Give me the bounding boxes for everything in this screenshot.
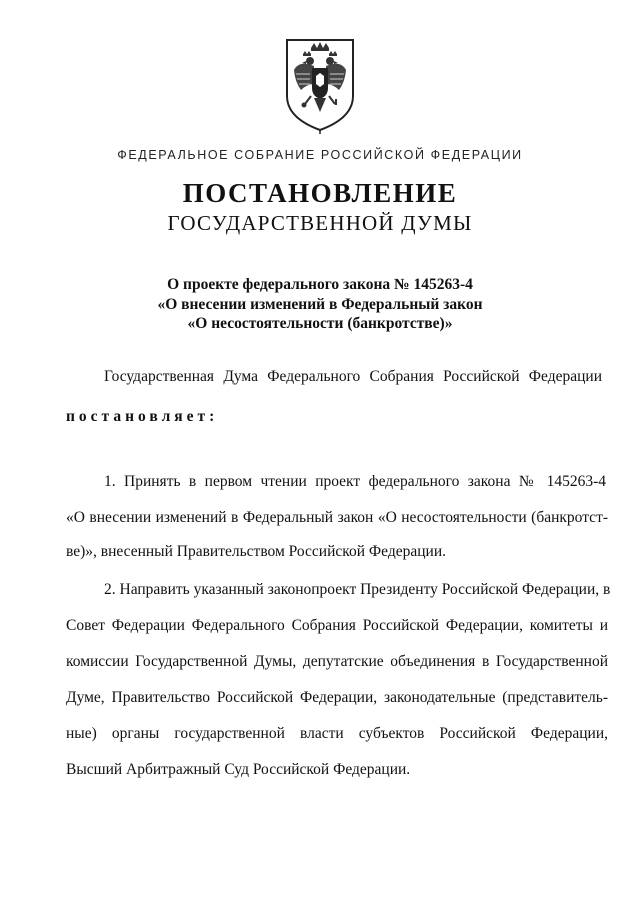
item2-line: 2. Направить указанный законопроект Президенту Российской Федерации, в <box>104 581 611 598</box>
item1-line: 1. Принять в первом чтении проект федерального закона № 145263-4 <box>104 473 606 490</box>
item2-line: Думе, Правительство Российской Федерации, законодательные (представитель- <box>66 689 608 706</box>
document-type: ПОСТАНОВЛЕНИЕ <box>182 178 458 208</box>
item2-line: Совет Федерации Федерального Собрания Российской Федерации, комитеты и <box>66 617 608 634</box>
item2-line: ные) органы государственной власти субъектов Российской Федерации, <box>66 725 608 742</box>
subject-line: «О несостоятельности (банкротстве)» <box>187 315 453 332</box>
subject-line: О проекте федерального закона № 145263-4 <box>167 276 473 293</box>
coat-of-arms-icon <box>281 34 359 134</box>
preamble-text: Государственная Дума Федерального Собрания Российской Федерации <box>104 368 602 385</box>
item1-line: «О внесении изменений в Федеральный закон «О несостоятельности (банкротст- <box>66 509 608 526</box>
subject-line: «О внесении изменений в Федеральный закон <box>157 295 483 313</box>
resolves-text: постановляет: <box>66 408 219 425</box>
issuer-name: ГОСУДАРСТВЕННОЙ ДУМЫ <box>167 211 473 235</box>
document-subject <box>0 275 640 334</box>
item2-line: комиссии Государственной Думы, депутатские объединения в Государственной <box>66 653 608 670</box>
item1-line: ве)», внесенный Правительством Российской Федерации. <box>66 543 447 560</box>
item2-line: Высший Арбитражный Суд Российской Федерации. <box>66 761 411 778</box>
organization-name: ФЕДЕРАЛЬНОЕ СОБРАНИЕ РОССИЙСКОЙ ФЕДЕРАЦИИ <box>117 148 523 162</box>
